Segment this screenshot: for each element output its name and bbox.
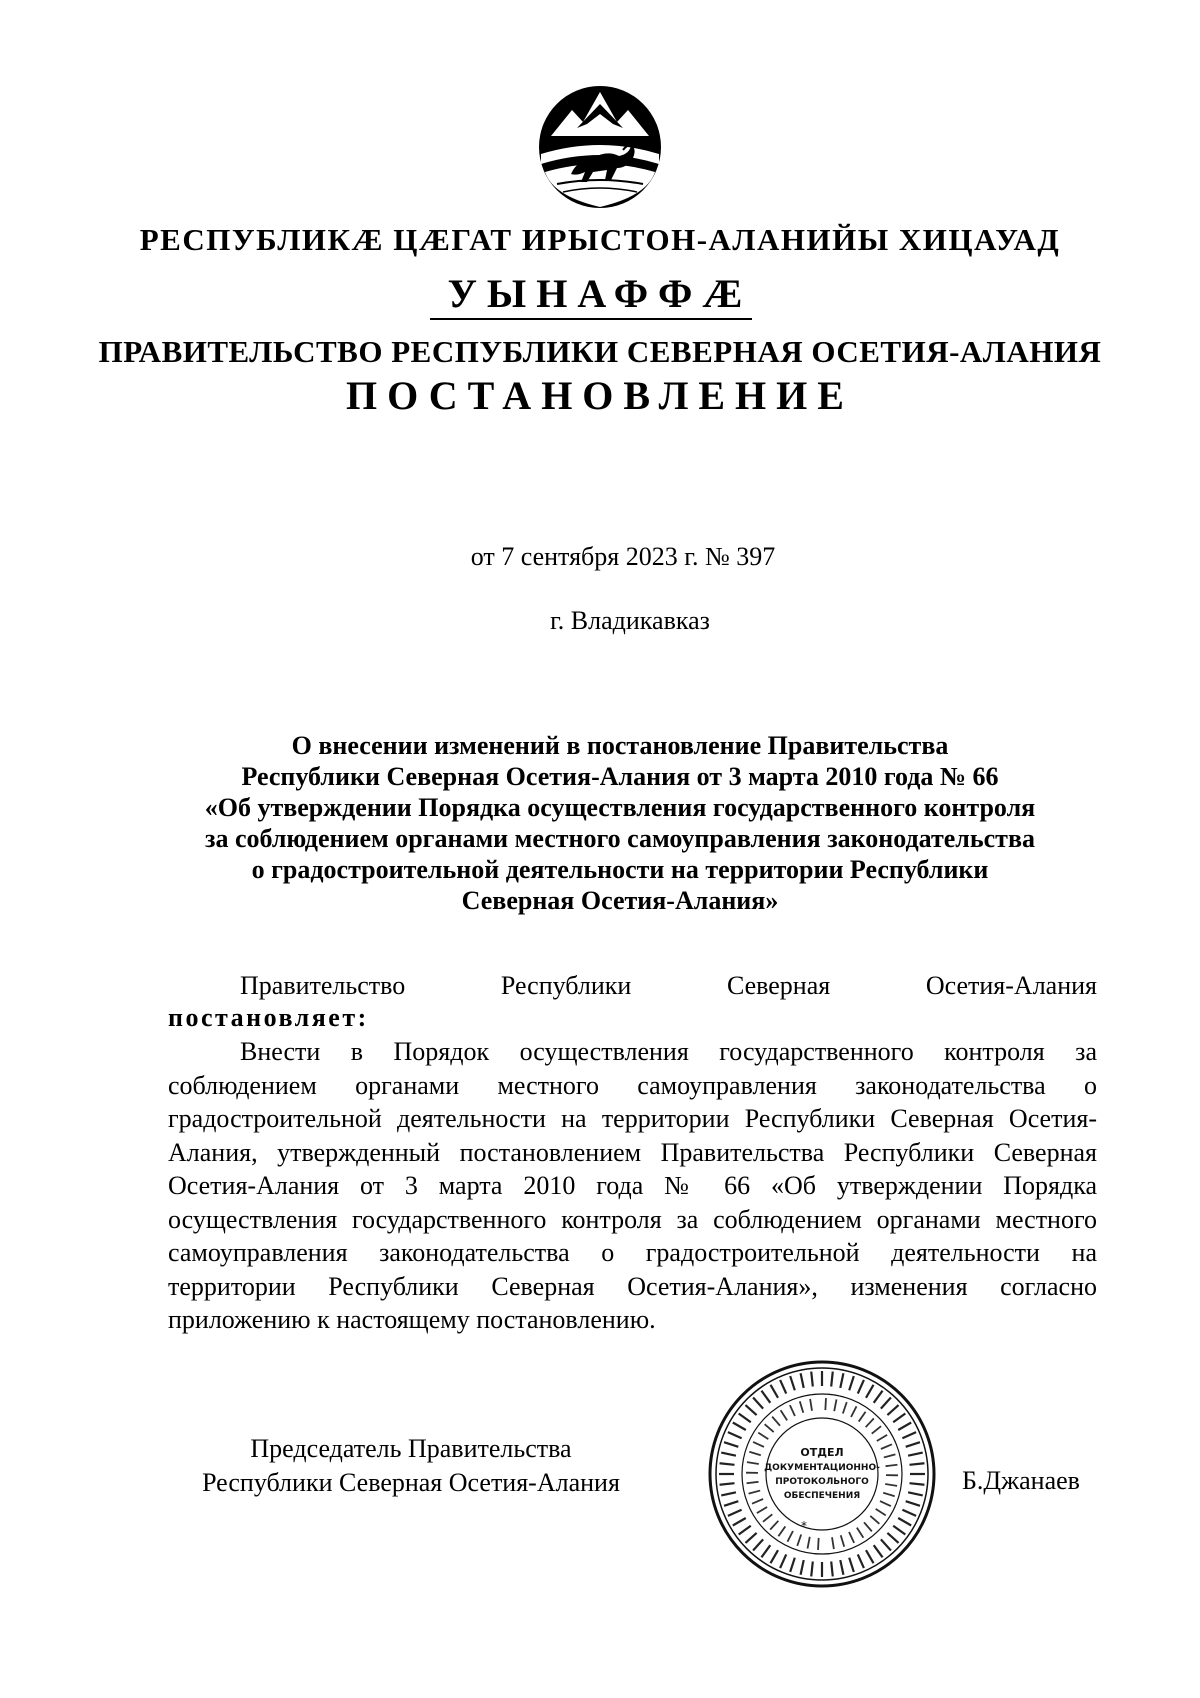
resolution-paragraph: Внести в Порядок осуществления государственного контроля за соблюдением органами местного самоуправления законодательства о градостроительной деятельности на территории Республики Северная Осетия-Алания, утвержденный постановлением Правительства Республики Северная Осетия-Алания от 3 марта 2010 года № 66 «Об утверждении Порядка осуществления государственного контроля за соблюдением органами местного самоуправления законодательства о градостроительной деятельности на территории Республики Северная Осетия-Алания», изменения согласно приложению к настоящему постановлению.	[168, 1037, 1097, 1334]
seal-text-line: ОБЕСПЕЧЕНИЯ	[783, 1491, 861, 1501]
coat-of-arms-emblem	[537, 84, 663, 210]
seal-text-line: ДОКУМЕНТАЦИОННО-	[764, 1463, 880, 1473]
intro-word: Северная	[726, 971, 831, 1000]
ossetian-org-name: РЕСПУБЛИКÆ ЦÆГАТ ИРЫСТОН-АЛАНИЙЫ ХИЦАУАД	[139, 222, 1061, 257]
resolution-intro	[168, 970, 1097, 1034]
title-line: Республики Северная Осетия-Алания от 3 марта 2010 года № 66	[241, 762, 999, 791]
official-seal-stamp	[706, 1358, 938, 1590]
seal-text-line: ПРОТОКОЛЬНОГО	[775, 1477, 869, 1487]
title-line: за соблюдением органами местного самоуправления законодательства	[205, 824, 1035, 853]
intro-word: Осетия-Алания	[925, 971, 1097, 1000]
title-line: О внесении изменений в постановление Правительства	[291, 731, 949, 760]
header-divider	[430, 318, 752, 320]
seal-text-line: ОТДЕЛ	[800, 1446, 844, 1459]
document-city: г. Владикавказ	[550, 606, 710, 635]
intro-word: Правительство	[240, 971, 406, 1000]
title-line: Северная Осетия-Алания»	[461, 886, 779, 915]
intro-word: Республики	[500, 971, 632, 1000]
title-line: «Об утверждении Порядка осуществления государственного контроля	[204, 793, 1036, 822]
ossetian-doc-type: УЫНАФФÆ	[447, 271, 753, 316]
russian-doc-type: ПОСТАНОВЛЕНИЕ	[346, 373, 854, 418]
seal-star-icon: *	[801, 1519, 807, 1533]
intro-subject	[168, 970, 1097, 1002]
signatory-name: Б.Джанаев	[962, 1466, 1080, 1495]
document-date-number: от 7 сентября 2023 г. № 397	[470, 542, 776, 571]
russian-org-name: ПРАВИТЕЛЬСТВО РЕСПУБЛИКИ СЕВЕРНАЯ ОСЕТИЯ-АЛАНИЯ	[98, 334, 1102, 369]
signatory-position-line: Республики Северная Осетия-Алания	[202, 1468, 620, 1497]
title-line: о градостроительной деятельности на территории Республики	[251, 855, 989, 884]
signatory-position	[176, 1432, 646, 1500]
signatory-position-line: Председатель Правительства	[250, 1434, 572, 1463]
document-title	[150, 730, 1090, 916]
intro-verb: постановляет:	[168, 1003, 369, 1032]
